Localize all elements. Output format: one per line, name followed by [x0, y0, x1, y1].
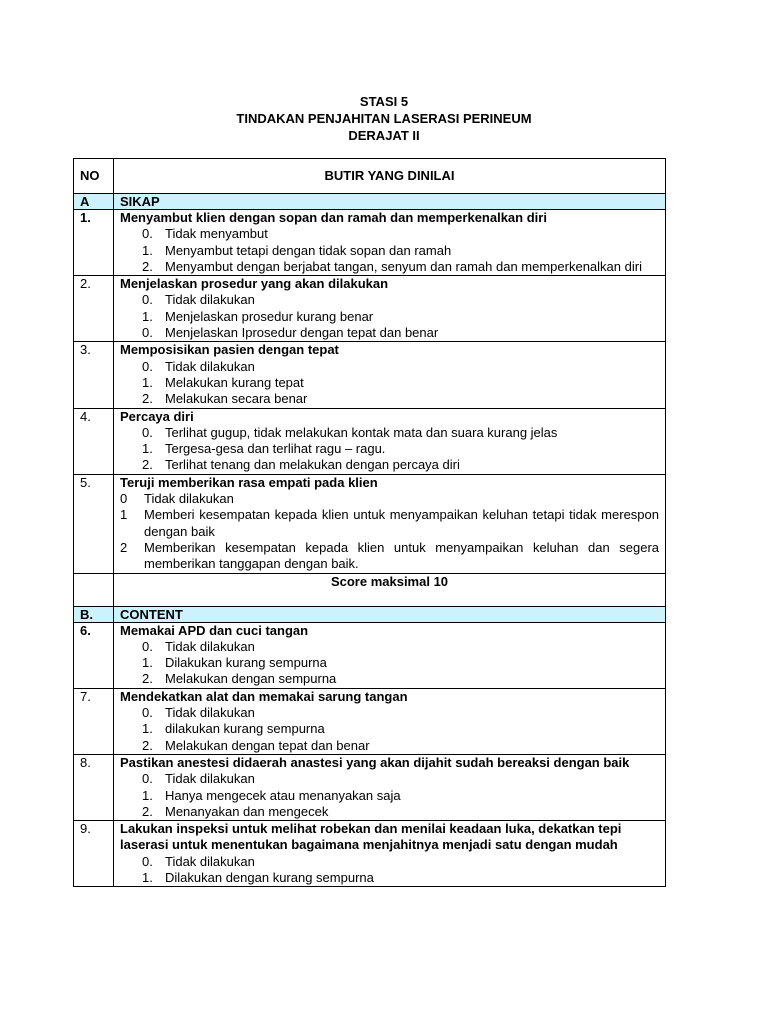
option-number: 0.	[142, 853, 153, 869]
option-number: 2.	[142, 803, 153, 819]
item-title: Teruji memberikan rasa empati pada klien	[120, 474, 378, 490]
table-row	[74, 210, 666, 276]
score-option	[120, 788, 659, 804]
option-number: 1	[120, 507, 128, 523]
score-option	[120, 226, 659, 242]
item-content	[114, 821, 666, 887]
score-option	[120, 507, 659, 540]
option-number: 1.	[142, 655, 153, 671]
table-row	[74, 276, 666, 342]
option-text: Menanyakan dan mengecek	[165, 803, 329, 819]
section-row-b	[74, 606, 666, 622]
score-option	[120, 870, 659, 886]
option-number: 0	[120, 491, 128, 507]
option-text: Terlihat gugup, tidak melakukan kontak mata dan suara kurang jelas	[165, 424, 558, 440]
option-text: Tidak dilakukan	[165, 771, 255, 787]
option-text: Tidak dilakukan	[144, 491, 234, 507]
option-number: 0.	[142, 424, 153, 440]
option-text: Tergesa-gesa dan terlihat ragu – ragu.	[165, 441, 386, 457]
table-header-row	[74, 159, 666, 194]
score-option	[120, 771, 659, 787]
option-number: 0.	[142, 325, 153, 341]
item-number: 4.	[74, 408, 114, 474]
option-text: Tidak menyambut	[165, 226, 268, 242]
header-item: BUTIR YANG DINILAI	[114, 159, 666, 194]
option-number: 1.	[142, 787, 153, 803]
score-option	[120, 639, 659, 655]
table-row	[74, 688, 666, 754]
option-number: 0.	[142, 771, 153, 787]
score-option	[120, 655, 659, 671]
option-number: 0.	[142, 638, 153, 654]
option-text: Tidak dilakukan	[165, 705, 255, 721]
item-number: 5.	[74, 474, 114, 573]
item-content	[114, 408, 666, 474]
score-option	[120, 425, 659, 441]
score-option	[120, 491, 659, 507]
item-number: 2.	[74, 276, 114, 342]
item-content	[114, 276, 666, 342]
item-content	[114, 210, 666, 276]
score-option	[120, 292, 659, 308]
score-option	[120, 671, 659, 687]
option-number: 2.	[142, 671, 153, 687]
document-title	[0, 93, 768, 144]
table-row	[74, 408, 666, 474]
option-number: 1.	[142, 374, 153, 390]
option-number: 1.	[142, 308, 153, 324]
score-option	[120, 804, 659, 820]
assessment-table	[73, 158, 666, 887]
score-option	[120, 243, 659, 259]
score-option	[120, 854, 659, 870]
option-number: 1.	[142, 242, 153, 258]
table-row	[74, 821, 666, 887]
score-option	[120, 705, 659, 721]
title-line-1: STASI 5	[359, 94, 409, 109]
option-text: Memberikan kesempatan kepada klien untuk menyampaikan keluhan dan segera memberikan tanggapan dengan baik.	[144, 539, 659, 572]
item-content	[114, 474, 666, 573]
option-number: 2.	[142, 737, 153, 753]
section-row-a	[74, 194, 666, 210]
item-number: 9.	[74, 821, 114, 887]
score-max-label: Score maksimal 10	[114, 573, 666, 606]
option-number: 2.	[142, 391, 153, 407]
score-option	[120, 325, 659, 341]
section-label: CONTENT	[114, 606, 666, 622]
option-number: 1.	[142, 441, 153, 457]
item-title: Pastikan anestesi didaerah anastesi yang akan dijahit sudah bereaksi dengan baik	[120, 754, 630, 770]
table-row	[74, 754, 666, 820]
option-text: Dilakukan kurang sempurna	[165, 655, 327, 671]
option-text: Memberi kesempatan kepada klien untuk menyampaikan keluhan tetapi tidak merespon dengan baik	[144, 507, 659, 539]
table-row	[74, 622, 666, 688]
option-number: 0.	[142, 226, 153, 242]
score-option	[120, 738, 659, 754]
title-line-2: TINDAKAN PENJAHITAN LASERASI PERINEUM	[236, 111, 532, 126]
item-title: Memposisikan pasien dengan tepat	[120, 342, 339, 358]
section-no: B.	[74, 606, 114, 622]
option-text: Hanya mengecek atau menanyakan saja	[165, 787, 401, 803]
item-title: Memakai APD dan cuci tangan	[120, 622, 309, 638]
option-text: Menjelaskan Iprosedur dengan tepat dan benar	[165, 325, 439, 341]
option-text: dilakukan kurang sempurna	[165, 721, 325, 737]
option-text: Tidak dilakukan	[165, 853, 255, 869]
item-title: Menjelaskan prosedur yang akan dilakukan	[120, 276, 389, 292]
item-number: 6.	[74, 622, 114, 688]
score-option	[120, 391, 659, 407]
table-row	[74, 474, 666, 573]
option-text: Melakukan dengan tepat dan benar	[165, 737, 370, 753]
section-label: SIKAP	[114, 194, 666, 210]
score-option	[120, 721, 659, 737]
option-number: 2.	[142, 457, 153, 473]
item-title: Lakukan inspeksi untuk melihat robekan dan menilai keadaan luka, dekatkan tepi laserasi untuk menentukan bagaimana menjahitnya menjadi satu dengan mudah	[120, 821, 622, 853]
score-no-cell	[74, 573, 114, 606]
score-option	[120, 540, 659, 573]
option-number: 0.	[142, 358, 153, 374]
item-title: Percaya diri	[120, 408, 194, 424]
option-number: 1.	[142, 721, 153, 737]
option-text: Dilakukan dengan kurang sempurna	[165, 869, 374, 885]
score-option	[120, 375, 659, 391]
score-option	[120, 309, 659, 325]
score-option	[120, 259, 659, 275]
option-number: 0.	[142, 292, 153, 308]
option-text: Menjelaskan prosedur kurang benar	[165, 308, 374, 324]
header-no: NO	[74, 159, 114, 194]
option-text: Melakukan secara benar	[165, 391, 308, 407]
item-content	[114, 688, 666, 754]
item-content	[114, 622, 666, 688]
option-number: 0.	[142, 705, 153, 721]
item-number: 7.	[74, 688, 114, 754]
item-title: Menyambut klien dengan sopan dan ramah dan memperkenalkan diri	[120, 210, 547, 225]
score-option	[120, 359, 659, 375]
option-text: Tidak dilakukan	[165, 292, 255, 308]
item-number: 8.	[74, 754, 114, 820]
item-number: 1.	[74, 210, 114, 276]
table-row	[74, 342, 666, 408]
option-text: Melakukan kurang tepat	[165, 374, 304, 390]
item-title: Mendekatkan alat dan memakai sarung tangan	[120, 688, 408, 704]
option-text: Menyambut tetapi dengan tidak sopan dan ramah	[165, 242, 452, 258]
option-number: 2.	[142, 258, 153, 274]
option-number: 2	[120, 539, 128, 555]
item-number: 3.	[74, 342, 114, 408]
option-number: 1.	[142, 869, 153, 885]
option-text: Menyambut dengan berjabat tangan, senyum dan ramah dan memperkenalkan diri	[165, 258, 642, 274]
item-content	[114, 342, 666, 408]
title-line-3: DERAJAT II	[348, 128, 420, 143]
section-no: A	[74, 194, 114, 210]
item-content	[114, 754, 666, 820]
score-row	[74, 573, 666, 606]
option-text: Terlihat tenang dan melakukan dengan percaya diri	[165, 457, 460, 473]
option-text: Melakukan dengan sempurna	[165, 671, 337, 687]
score-option	[120, 441, 659, 457]
score-option	[120, 457, 659, 473]
option-text: Tidak dilakukan	[165, 638, 255, 654]
option-text: Tidak dilakukan	[165, 358, 255, 374]
